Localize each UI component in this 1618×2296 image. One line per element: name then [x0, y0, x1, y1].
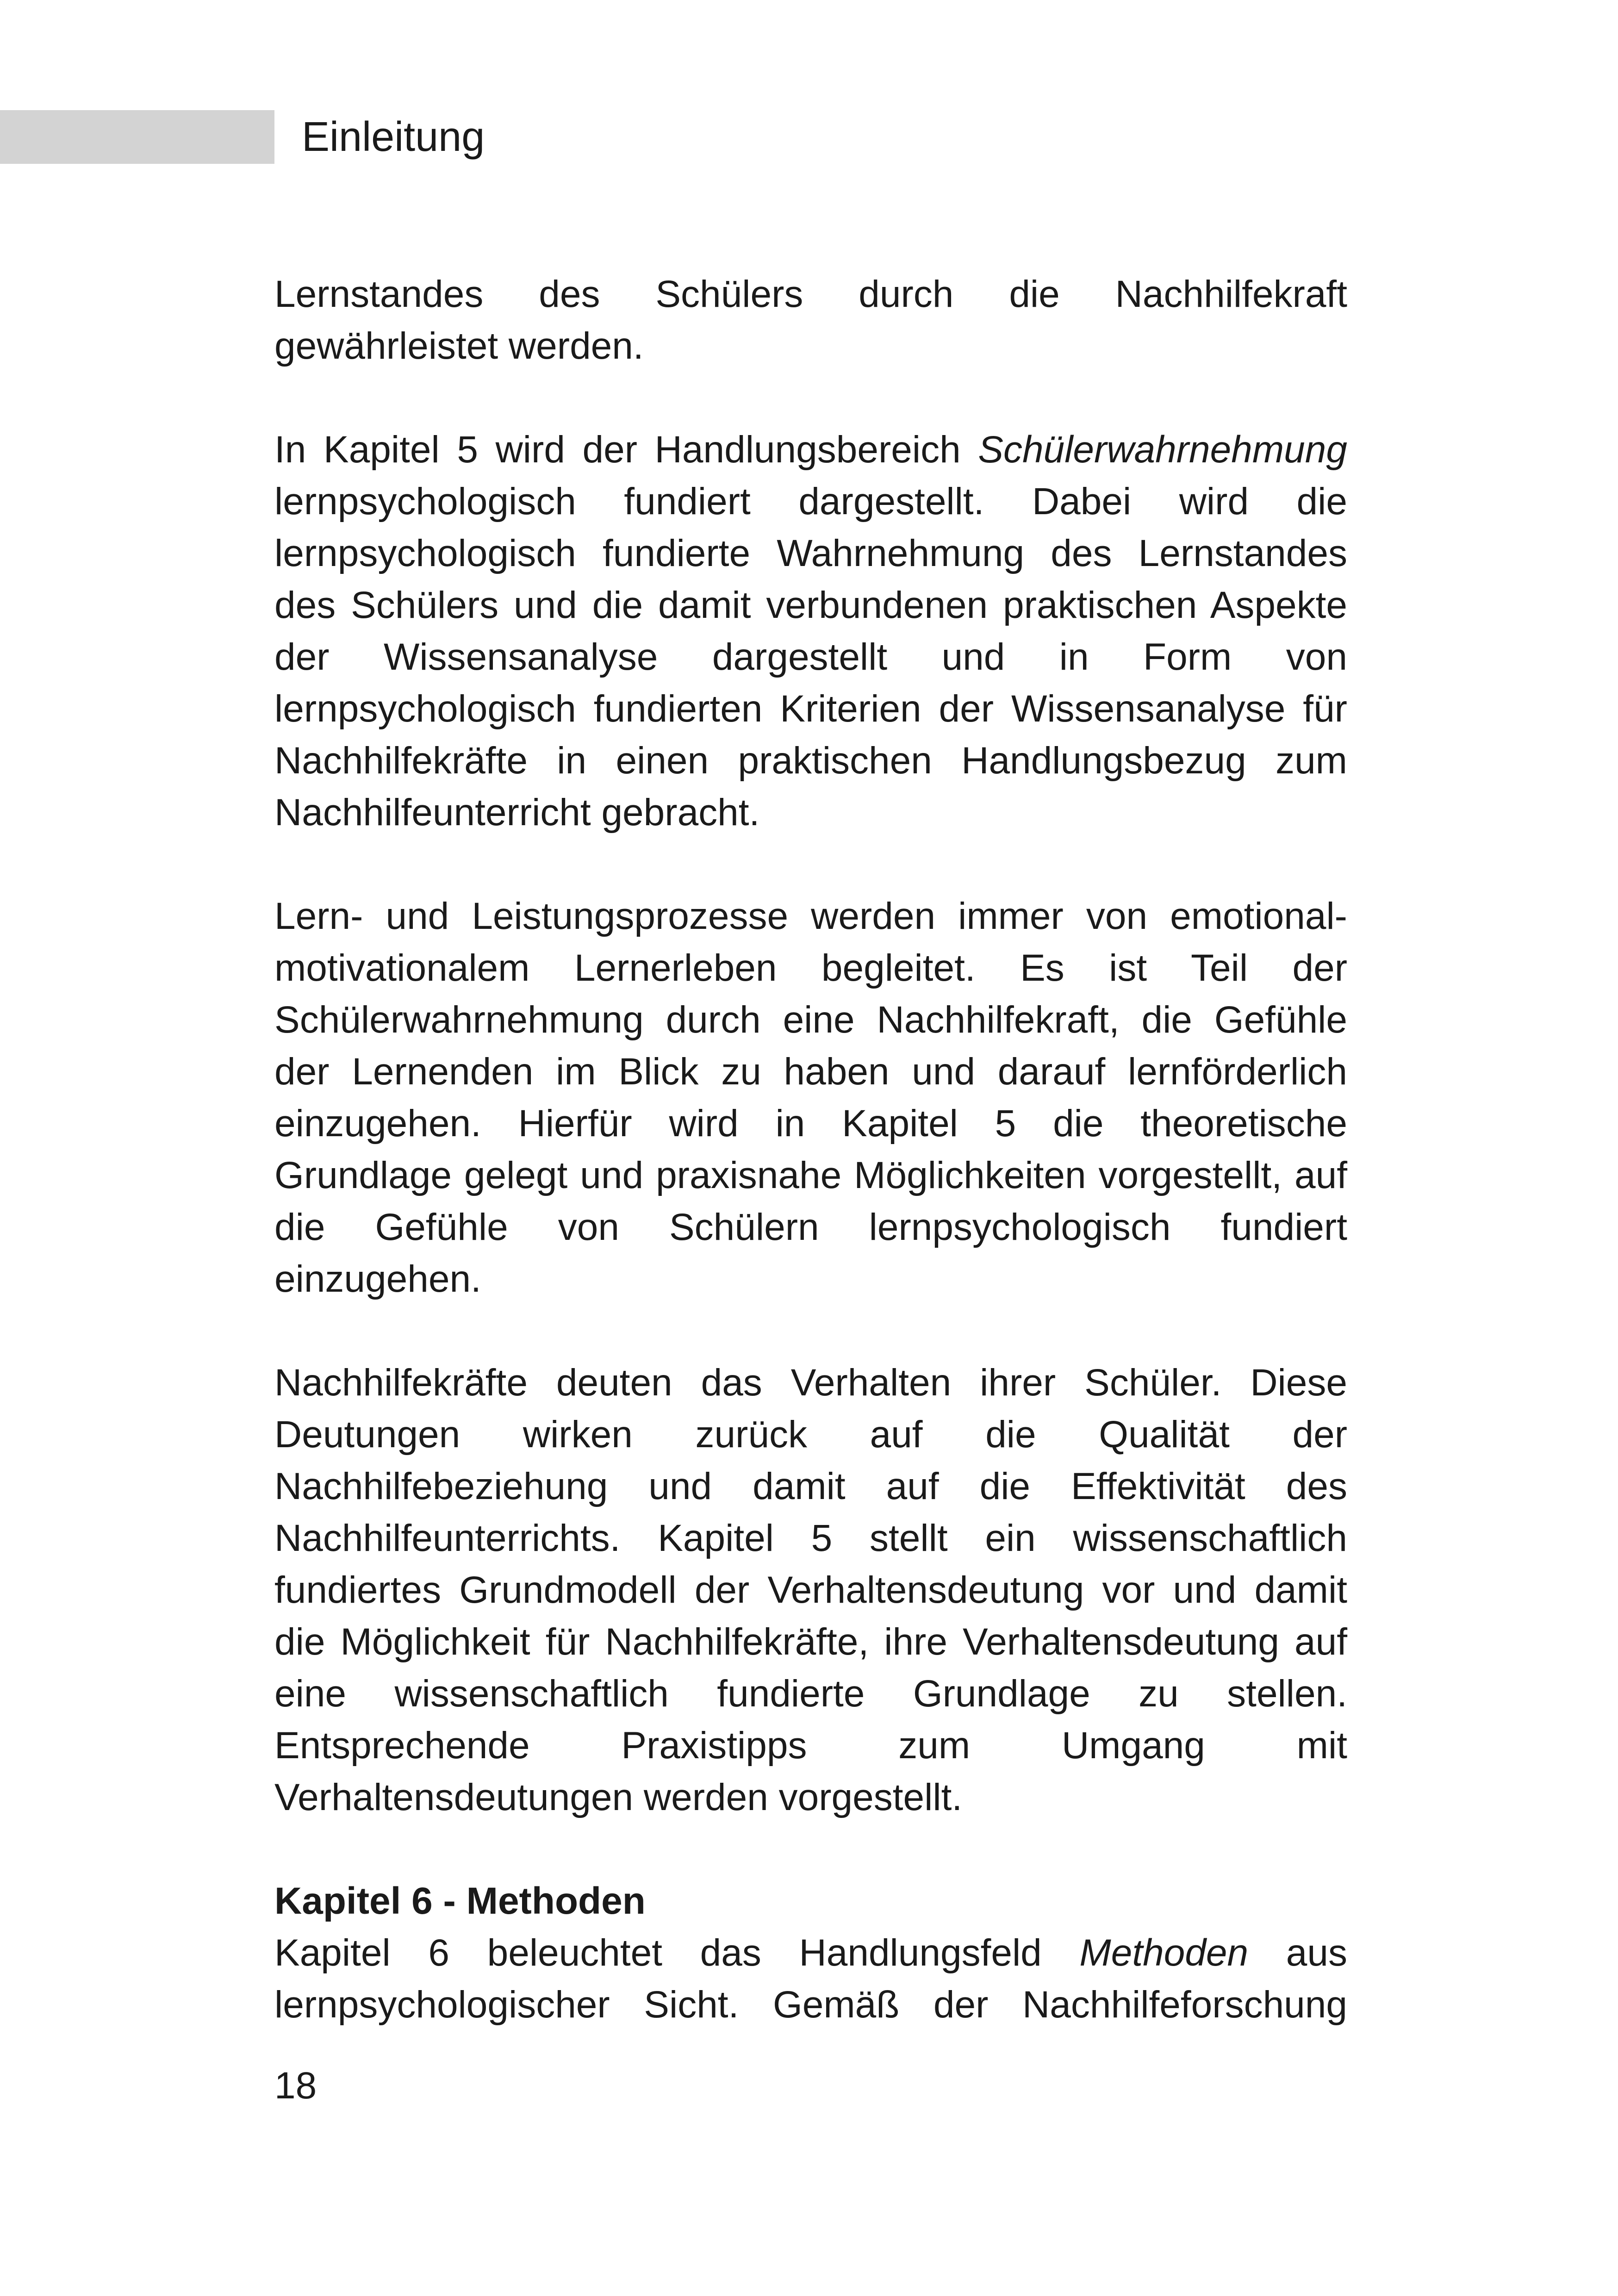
- paragraph-text: aus lernpsychologischer Sicht. Gemäß der Nachhilfeforschung: [274, 1932, 1347, 2026]
- page-number: 18: [274, 2065, 317, 2107]
- page-body: [274, 268, 1347, 2031]
- paragraph-text: lernpsychologisch fundiert dargestellt. Dabei wird die lernpsychologisch fundierte Wahrnehmung des Lernstandes des Schülers und die damit verbundenen praktischen Aspekte der Wissensanalyse dargestellt und in Form von lernpsychologisch fundierten Kriterien der Wissensanalyse für Nachhilfekräfte in einen praktischen Handlungsbezug zum Nachhilfeunterricht gebracht.: [274, 480, 1347, 834]
- emphasis-term: Schülerwahrnehmung: [978, 429, 1347, 471]
- paragraph-schuelerwahrnehmung: [274, 424, 1347, 839]
- running-header-title: Einleitung: [302, 114, 485, 160]
- section-heading: Kapitel 6 - Methoden: [274, 1880, 646, 1922]
- paragraph-emotions: Lern- und Leistungsprozesse werden immer von emotional-motivationalem Lernerleben begleitet. Es ist Teil der Schülerwahrnehmung durch eine Nachhilfekraft, die Gefühle der Lernenden im Blick zu haben und darauf lernförderlich einzugehen. Hierfür wird in Kapitel 5 die theoretische Grundlage gelegt und praxisnahe Möglichkeiten vorgestellt, auf die Gefühle von Schülern lernpsychologisch fundiert einzugehen.: [274, 895, 1347, 1300]
- paragraph-text: In Kapitel 5 wird der Handlungsbereich: [274, 429, 978, 471]
- header-bar: [0, 110, 274, 164]
- paragraph-behavior-interpretation: Nachhilfekräfte deuten das Verhalten ihrer Schüler. Diese Deutungen wirken zurück auf die Qualität der Nachhilfebeziehung und damit auf die Effektivität des Nachhilfeunterrichts. Kapitel 5 stellt ein wissenschaftlich fundiertes Grundmodell der Verhaltensdeutung vor und damit die Möglichkeit für Nachhilfekräfte, ihre Verhaltensdeutung auf eine wissenschaftlich fundierte Grundlage zu stellen. Entsprechende Praxistipps zum Umgang mit Verhaltensdeutungen werden vorgestellt.: [274, 1362, 1347, 1818]
- emphasis-term: Methoden: [1079, 1932, 1249, 1974]
- paragraph-methods: [274, 1927, 1347, 2031]
- paragraph-continuation: Lernstandes des Schülers durch die Nachhilfekraft gewährleistet werden.: [274, 273, 1347, 367]
- paragraph-text: Kapitel 6 beleuchtet das Handlungsfeld: [274, 1932, 1080, 1974]
